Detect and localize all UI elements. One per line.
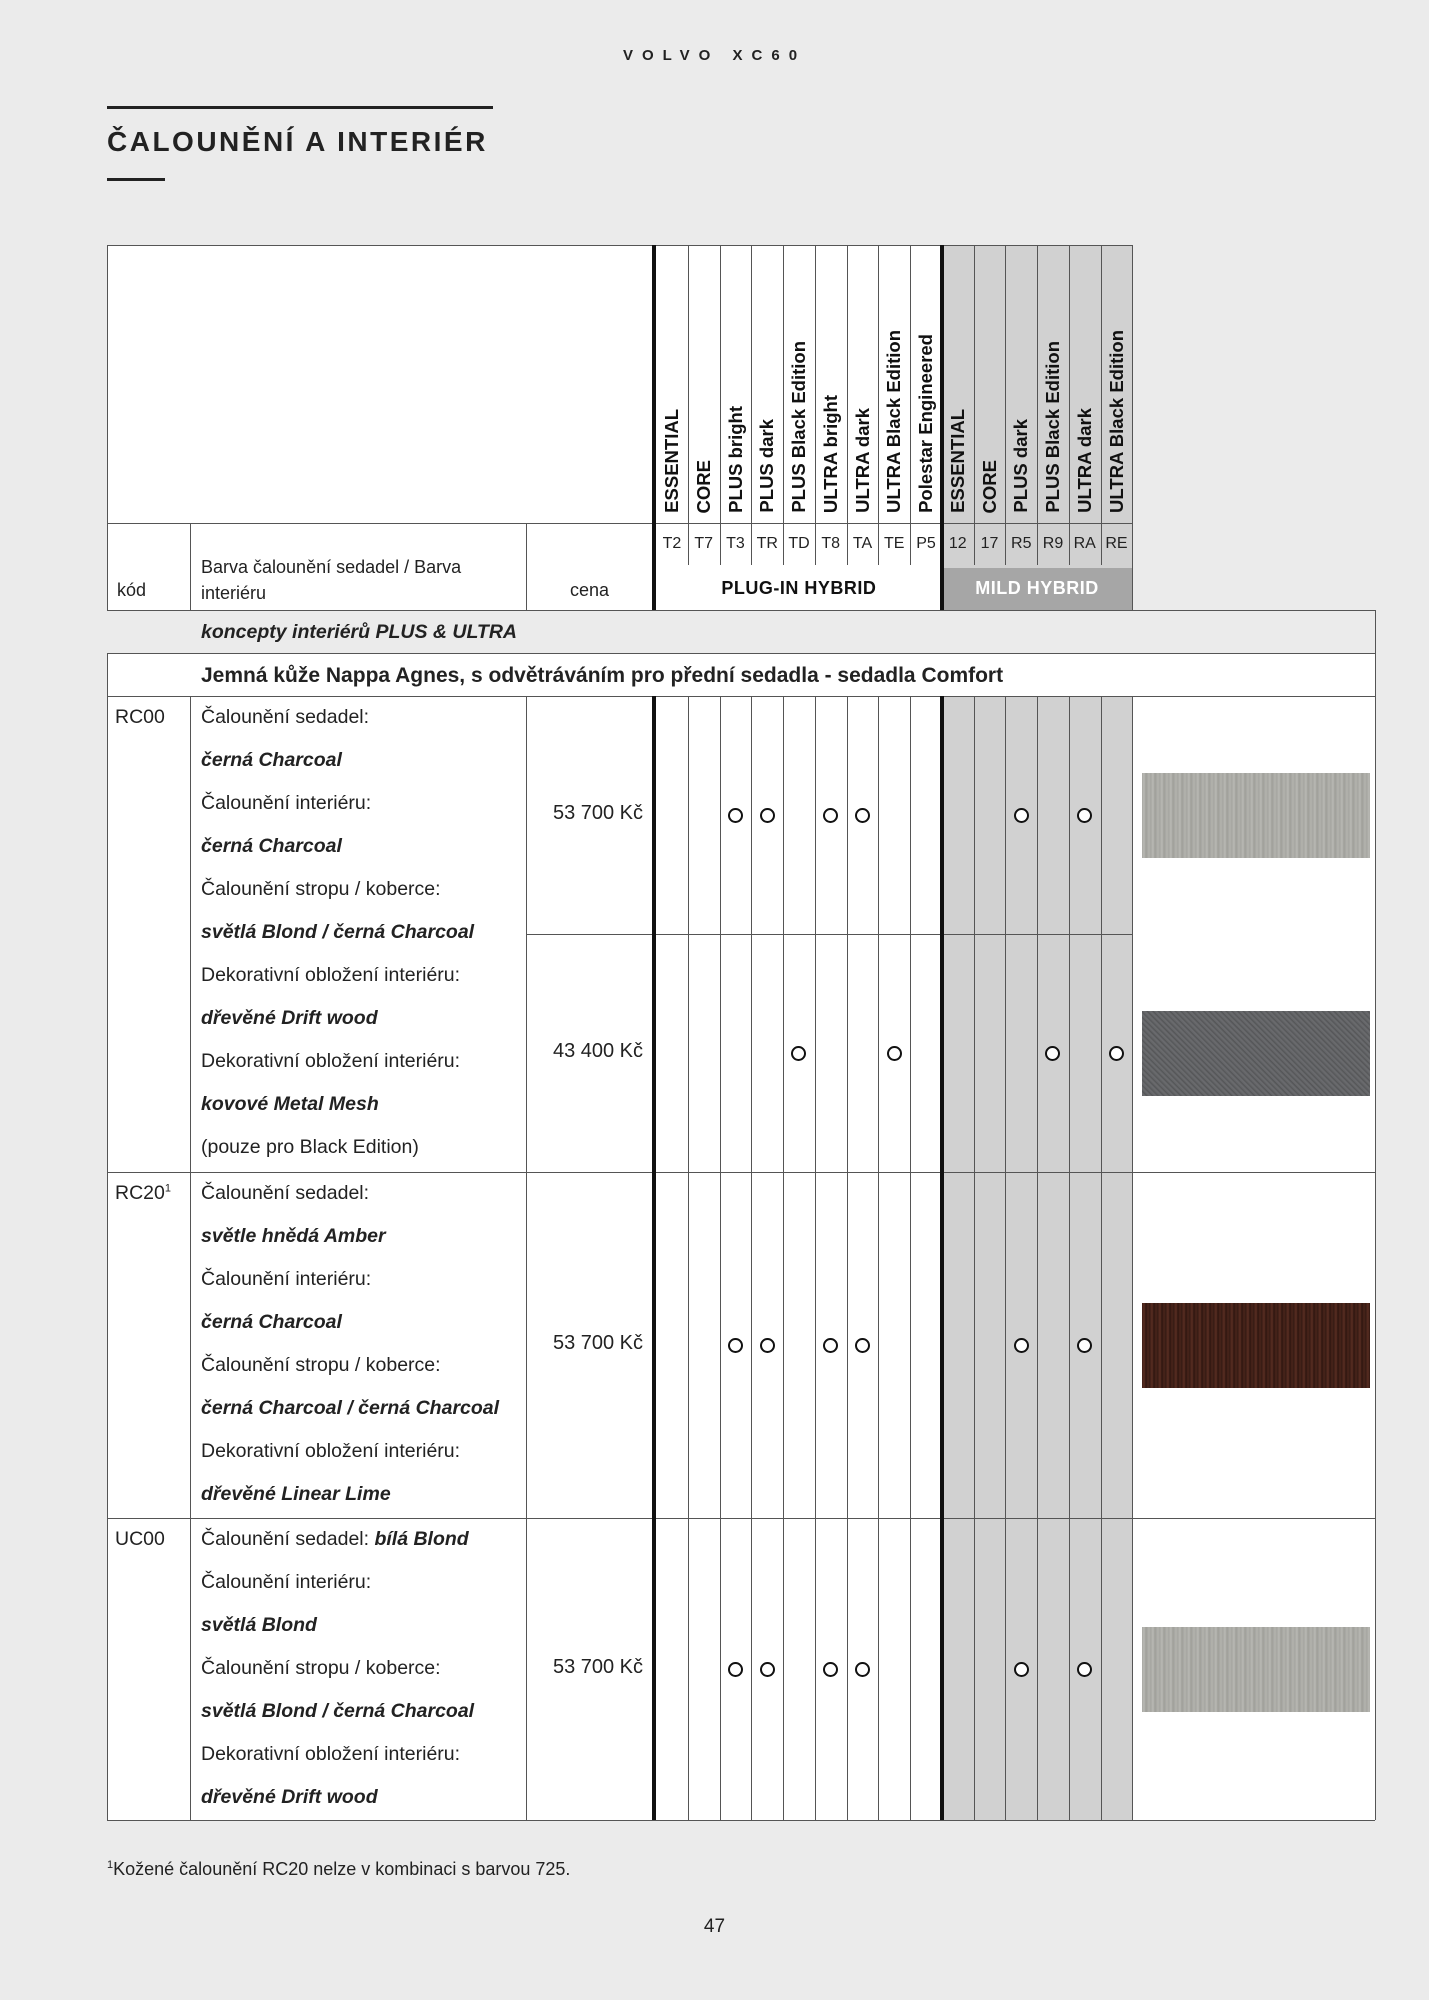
table-bottom-line (107, 1820, 1375, 1821)
description-line: světlá Blond (201, 1614, 317, 1636)
table-left-line (107, 653, 108, 1820)
variant-code: P5 (916, 535, 936, 552)
page-title: ČALOUNĚNÍ A INTERIÉR (107, 126, 488, 157)
description-line: černá Charcoal (201, 835, 342, 857)
variant-col-line (1069, 696, 1070, 1820)
brand-header: VOLVO XC60 (622, 47, 807, 64)
variant-col-line (751, 245, 752, 565)
variant-col-line (783, 696, 784, 1820)
variant-col-line (751, 696, 752, 1820)
price: 53 700 Kč (552, 802, 644, 824)
price: 53 700 Kč (552, 1656, 644, 1678)
swatch-drift-wood (1142, 1627, 1370, 1712)
plug-in-separator (652, 696, 656, 1820)
availability-dot (728, 808, 743, 823)
variant-name: ULTRA dark (851, 408, 873, 513)
barva-col-line (526, 523, 527, 610)
subsection-title: Jemná kůže Nappa Agnes, s odvětráváním pro přední sedadla - sedadla Comfort (201, 664, 1004, 687)
description-line: černá Charcoal (201, 1311, 342, 1333)
variant-col-line (847, 696, 848, 1820)
description-line: Čalounění sedadel: (201, 706, 370, 728)
availability-dot (728, 1662, 743, 1677)
availability-dot (1014, 1662, 1029, 1677)
description-line: Dekorativní obložení interiéru: (201, 1440, 461, 1462)
description-line: (pouze pro Black Edition) (201, 1136, 419, 1158)
availability-dot (1014, 1338, 1029, 1353)
variant-name: CORE (978, 459, 1000, 513)
variant-code: 17 (980, 535, 999, 552)
variant-col-line (878, 696, 879, 1820)
variant-name: ULTRA Black Edition (883, 330, 905, 513)
row-code: RC00 (115, 706, 165, 728)
variant-name: ULTRA bright (819, 394, 841, 513)
variant-name: PLUS dark (756, 419, 778, 513)
variant-col-line (878, 245, 879, 565)
availability-dot (760, 1338, 775, 1353)
plug-in-separator (652, 245, 656, 610)
header-bottom-line (107, 610, 1375, 611)
variant-code: RE (1105, 535, 1128, 552)
row-line (107, 1518, 1375, 1519)
footnote: $^1$Kožené čalounění RC20 nelze v kombinaci s barvou 725. (107, 1859, 571, 1879)
description-line: Dekorativní obložení interiéru: (201, 964, 461, 986)
variant-code: T3 (726, 535, 745, 552)
description-line: Čalounění stropu / koberce: (201, 878, 441, 900)
swatch-drift-wood (1142, 773, 1370, 858)
variant-col-line (910, 696, 911, 1820)
mh-right-line (1132, 245, 1133, 610)
availability-dot (855, 1338, 870, 1353)
swatch-linear-lime (1142, 1303, 1370, 1388)
description-line: Dekorativní obložení interiéru: (201, 1050, 461, 1072)
availability-dot (887, 1046, 902, 1061)
variant-name: ULTRA Black Edition (1105, 330, 1127, 513)
availability-dot (760, 808, 775, 823)
header-cena: cena (570, 580, 610, 600)
variant-name: PLUS Black Edition (788, 341, 809, 513)
description-line: světlá Blond / černá Charcoal (201, 1700, 475, 1722)
section-title: koncepty interiérů PLUS & ULTRA (201, 621, 518, 643)
codes-top-line (107, 523, 1132, 524)
variant-code: R9 (1042, 535, 1064, 552)
mh-right-line (1132, 696, 1133, 1820)
variant-name: ESSENTIAL (946, 409, 968, 513)
price: 53 700 Kč (552, 1332, 644, 1354)
swatch-metal-mesh (1142, 1011, 1370, 1096)
variant-code: T2 (662, 535, 682, 552)
variant-name: PLUS bright (724, 406, 746, 513)
variant-name: PLUS dark (1010, 419, 1032, 513)
variant-col-line (1037, 245, 1038, 565)
variant-col-line (847, 245, 848, 565)
availability-dot (728, 1338, 743, 1353)
variant-name: Polestar Engineered (915, 334, 936, 513)
description-line: dřevěné Linear Lime (201, 1483, 391, 1505)
variant-code: TR (756, 535, 778, 552)
variant-col-line (783, 245, 784, 565)
variant-name: PLUS Black Edition (1042, 341, 1063, 513)
subsection-top-line (107, 653, 1375, 654)
description-line: dřevěné Drift wood (201, 1007, 378, 1029)
variant-col-line (720, 696, 721, 1820)
description-line: kovové Metal Mesh (201, 1093, 379, 1115)
barva-col-line (526, 696, 527, 1820)
mild-hybrid-separator (940, 245, 944, 610)
header-top-line (107, 245, 1132, 246)
page-number: 47 (703, 1916, 726, 1937)
table-left-line (107, 245, 108, 610)
variant-col-line (1101, 696, 1102, 1820)
header-kod: kód (117, 580, 147, 600)
variant-code: T8 (821, 535, 841, 552)
availability-dot (1109, 1046, 1124, 1061)
variant-code: R5 (1011, 535, 1032, 552)
variant-name: ESSENTIAL (661, 409, 682, 513)
description-line: světlá Blond / černá Charcoal (201, 921, 475, 943)
kod-col-line (190, 523, 191, 610)
availability-dot (1014, 808, 1029, 823)
kod-col-line (190, 696, 191, 1820)
variant-code: T7 (694, 535, 714, 552)
description-line: Čalounění interiéru: (201, 1268, 372, 1290)
description-line: Čalounění sedadel: bílá Blond (201, 1528, 469, 1550)
variant-col-line (910, 245, 911, 565)
variant-col-line (720, 245, 721, 565)
header-barva: Barva čalounění sedadel / Barva interiéru (201, 557, 462, 603)
variant-col-line (688, 245, 689, 565)
availability-dot (855, 1662, 870, 1677)
variant-code: RA (1073, 535, 1096, 552)
variant-col-line (1101, 245, 1102, 565)
table-right-line (1375, 610, 1376, 1820)
mild-hybrid-separator (940, 696, 944, 1820)
description-line: světle hnědá Amber (201, 1225, 386, 1247)
description-line: dřevěné Drift wood (201, 1786, 378, 1808)
variant-col-line (974, 696, 975, 1820)
variant-name: CORE (692, 459, 714, 513)
plug-in-hybrid-banner: PLUG-IN HYBRID (721, 578, 877, 598)
variant-col-line (1005, 696, 1006, 1820)
subsection-bottom-line (107, 696, 1375, 697)
description-line: černá Charcoal (201, 749, 342, 771)
mild-hybrid-banner: MILD HYBRID (975, 578, 1099, 598)
variant-code: TE (884, 535, 905, 552)
availability-dot (760, 1662, 775, 1677)
rc00-split-line (526, 934, 1132, 935)
description-line: Čalounění stropu / koberce: (201, 1354, 441, 1376)
variant-col-line (815, 245, 816, 565)
variant-col-line (688, 696, 689, 1820)
row-line (107, 1172, 1375, 1173)
description-line: Čalounění interiéru: (201, 1571, 372, 1593)
availability-dot (855, 808, 870, 823)
variant-name: ULTRA dark (1073, 408, 1095, 513)
row-code: $RC20^1$ (115, 1182, 171, 1204)
variant-code: TD (788, 535, 810, 552)
variant-col-line (1069, 245, 1070, 565)
variant-col-line (815, 696, 816, 1820)
variant-code: TA (852, 535, 873, 552)
row-code: UC00 (115, 1528, 165, 1550)
variant-col-line (1005, 245, 1006, 565)
price: 43 400 Kč (552, 1040, 644, 1062)
variant-col-line (974, 245, 975, 565)
description-line: Čalounění stropu / koberce: (201, 1657, 441, 1679)
description-line: Čalounění sedadel: (201, 1182, 370, 1204)
description-line: Dekorativní obložení interiéru: (201, 1743, 461, 1765)
description-line: černá Charcoal / černá Charcoal (201, 1397, 500, 1419)
description-line: Čalounění interiéru: (201, 792, 372, 814)
variant-code: 12 (948, 535, 967, 552)
variant-col-line (1037, 696, 1038, 1820)
